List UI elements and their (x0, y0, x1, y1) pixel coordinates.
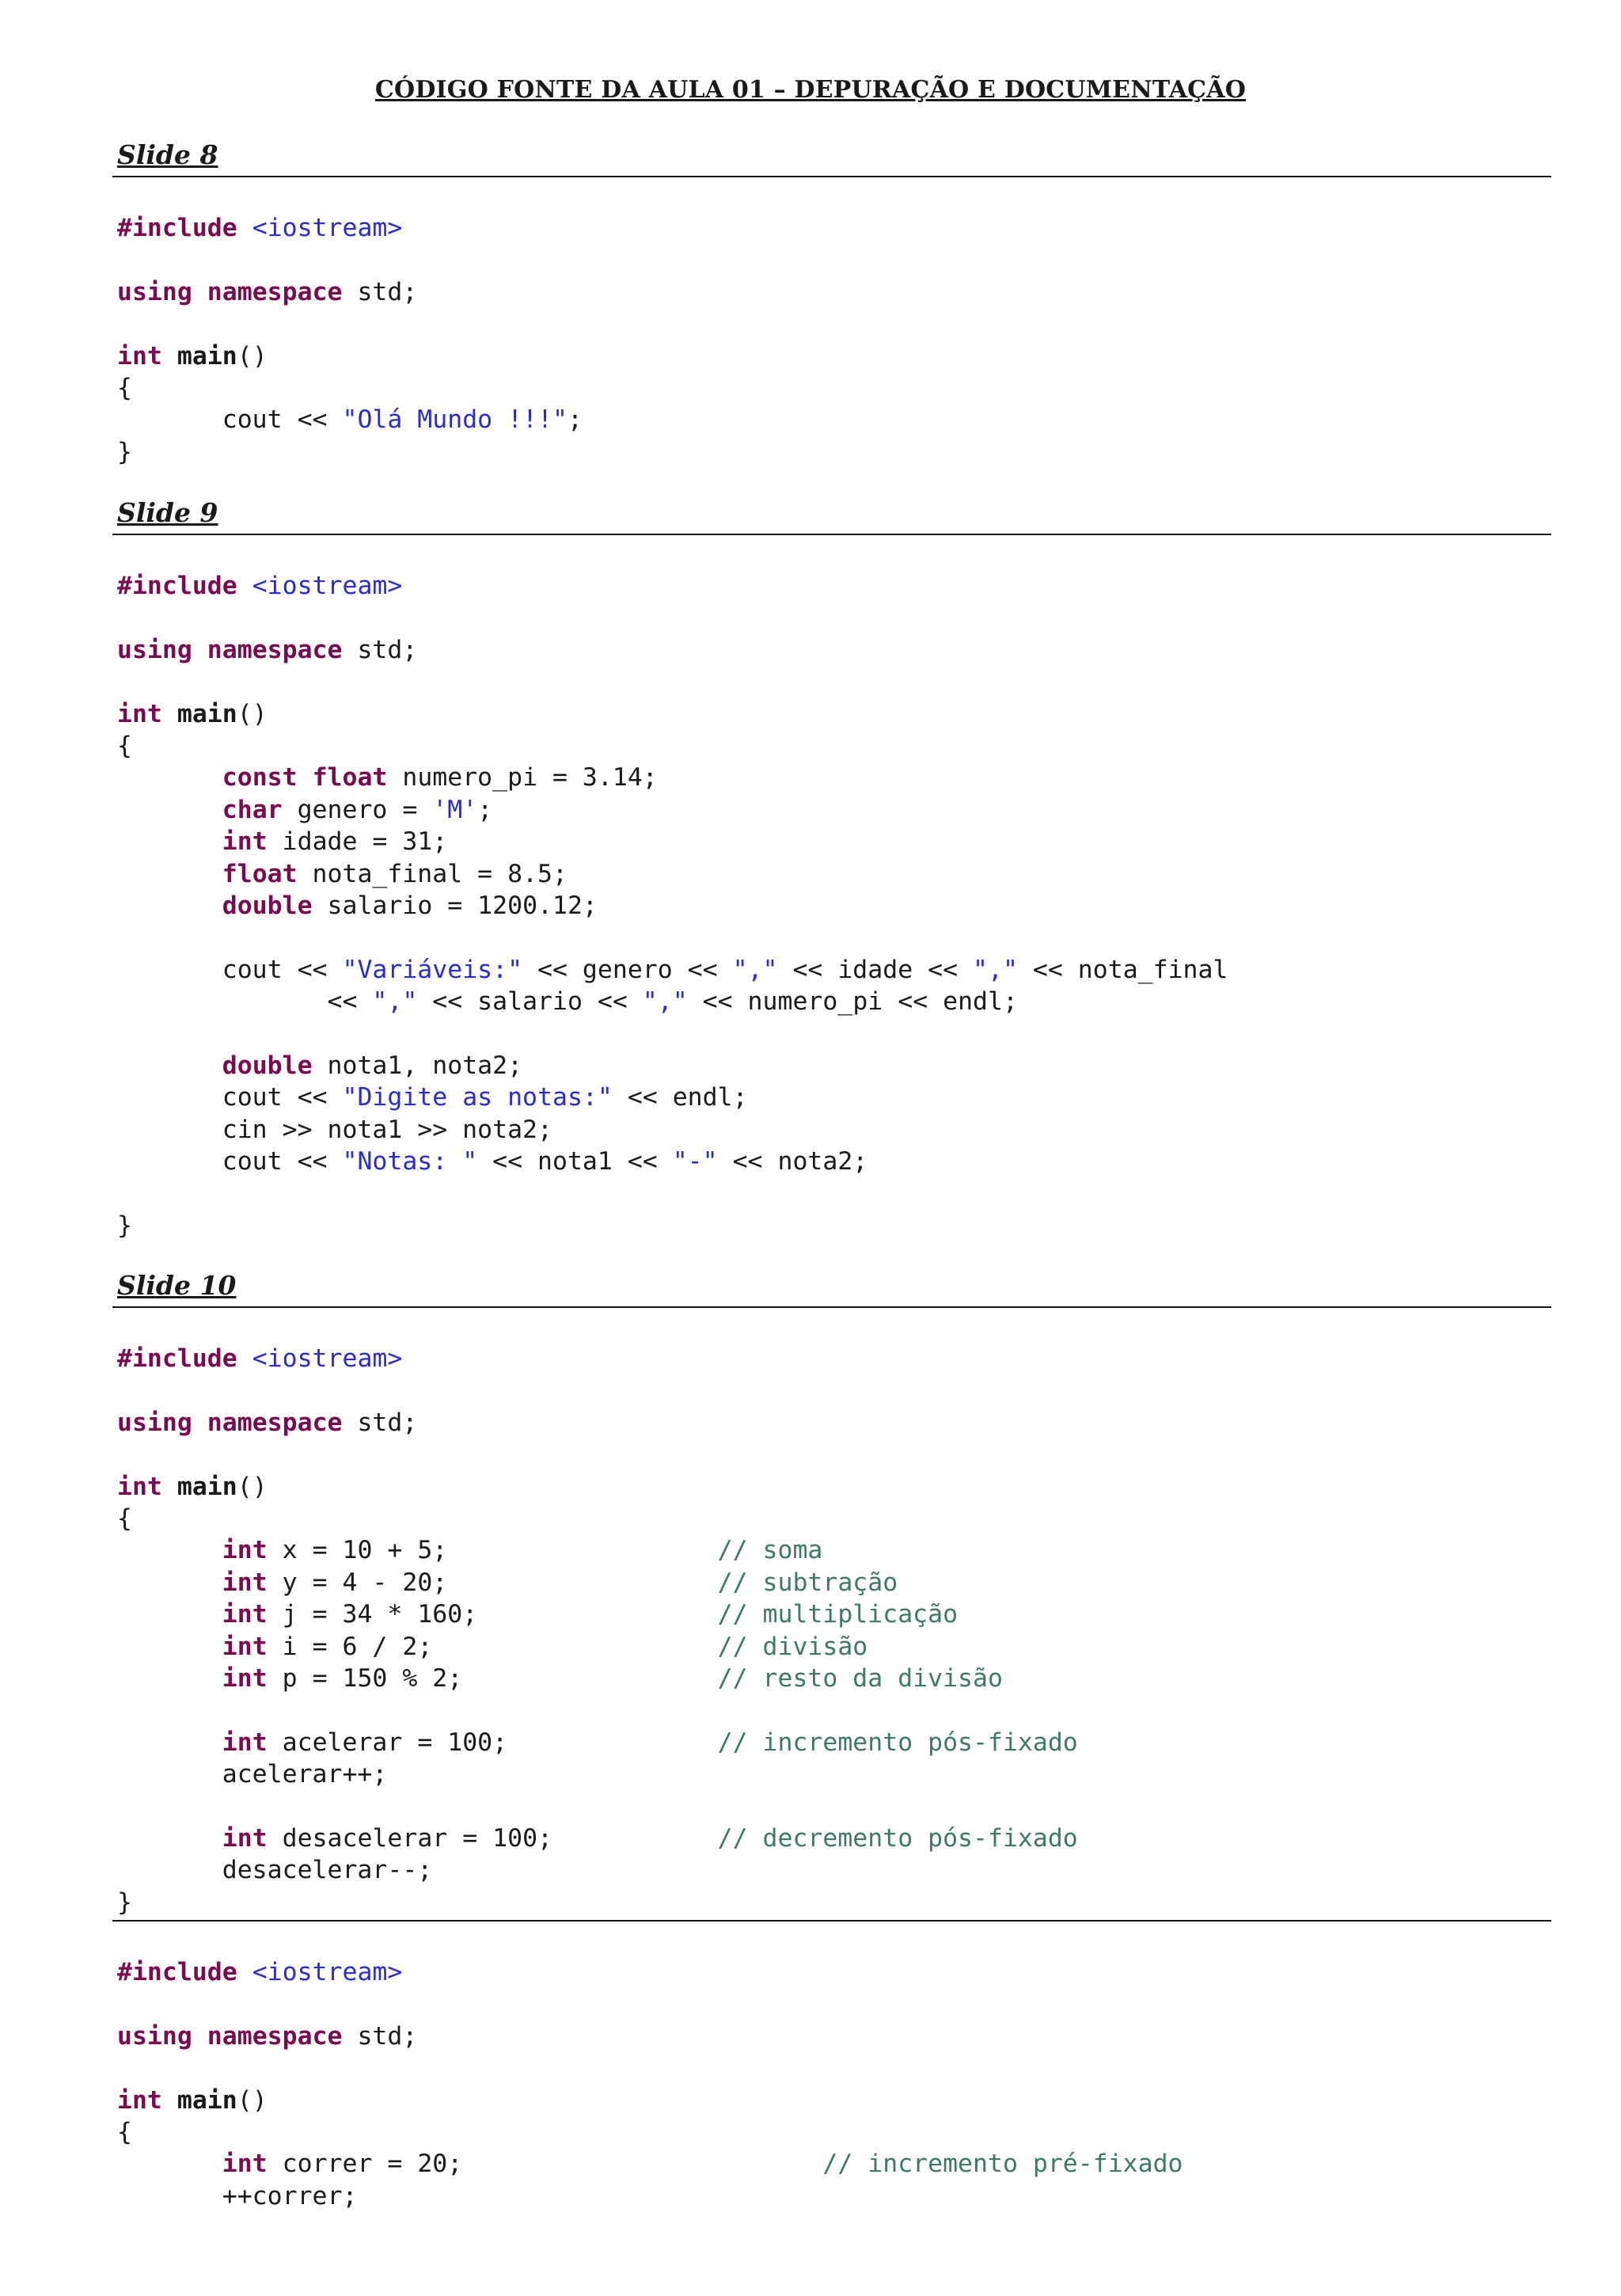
code-keyword: int (117, 341, 162, 371)
code-line (117, 2020, 1183, 2052)
code-text: << (117, 987, 373, 1017)
code-text: ; (477, 795, 493, 824)
code-line (117, 1114, 1228, 1146)
code-text (117, 860, 222, 888)
code-line (117, 2180, 1183, 2212)
code-text (117, 827, 222, 856)
code-string: <iostream> (252, 1958, 403, 1986)
code-text (162, 2086, 177, 2115)
code-keyword: namespace (207, 1408, 343, 1437)
code-line (117, 1790, 1078, 1822)
code-text: acelerar = 100; (267, 1728, 718, 1757)
code-text (117, 1664, 222, 1693)
code-text: () (237, 699, 268, 728)
code-string: "," (732, 955, 778, 984)
code-line (117, 340, 583, 372)
code-text: cout << (117, 1147, 343, 1177)
code-text: } (117, 1887, 132, 1917)
code-text: cout << (117, 955, 343, 984)
code-line (117, 1534, 1078, 1566)
code-text: main (177, 2085, 237, 2115)
code-text: { (117, 731, 132, 760)
code-string: <iostream> (252, 1344, 403, 1373)
code-text (117, 1600, 222, 1629)
code-line (117, 1210, 1228, 1241)
code-keyword: using (117, 1408, 192, 1437)
code-text: cout << (117, 1083, 343, 1112)
code-text: << idade << (777, 955, 974, 984)
code-text: () (237, 341, 268, 371)
code-line (117, 276, 583, 308)
slide-8-code (117, 212, 583, 468)
code-comment: // decremento pós-fixado (717, 1823, 1078, 1853)
code-text: correr = 20; (267, 2150, 823, 2179)
code-comment: // resto da divisão (717, 1663, 1003, 1693)
code-string: "Digite as notas:" (342, 1083, 613, 1112)
code-text: idade = 31; (267, 827, 448, 857)
code-line (117, 1823, 1078, 1854)
code-line (117, 1631, 1078, 1663)
code-keyword: int (117, 2085, 162, 2115)
code-line (117, 698, 1228, 730)
code-text (117, 2150, 222, 2178)
code-text: main (177, 341, 237, 371)
code-line (117, 762, 1228, 793)
code-line (117, 2116, 1183, 2148)
code-text (162, 1473, 177, 1501)
code-text: std; (342, 635, 418, 664)
code-line (117, 244, 583, 276)
code-keyword: const (222, 763, 298, 793)
code-string: "," (973, 955, 1018, 984)
code-text (117, 891, 222, 920)
code-text: desacelerar = 100; (267, 1823, 718, 1853)
code-text (162, 700, 177, 728)
code-text (192, 636, 207, 664)
code-string: "-" (672, 1147, 718, 1177)
code-comment: // multiplicação (717, 1600, 959, 1629)
code-line (117, 2148, 1183, 2180)
code-text: << endl; (612, 1083, 748, 1112)
code-line (117, 922, 1228, 953)
code-string: "Olá Mundo !!!" (342, 405, 568, 435)
slide-9-code (117, 570, 1228, 1241)
code-line (117, 1343, 1078, 1374)
code-text (117, 1633, 222, 1661)
code-keyword: using (117, 277, 192, 306)
code-text (298, 763, 313, 792)
code-line (117, 404, 583, 435)
code-keyword: int (222, 1600, 268, 1629)
slide-8-label: Slide 8 (117, 139, 218, 170)
code-line (117, 1050, 1228, 1081)
code-string: <iostream> (252, 214, 403, 242)
code-line (117, 1694, 1078, 1726)
code-keyword: int (117, 699, 162, 728)
code-line (117, 1567, 1078, 1598)
code-line (117, 1439, 1078, 1470)
code-text: } (117, 1211, 132, 1240)
code-line (117, 1598, 1078, 1630)
code-text: << nota_final (1017, 955, 1228, 984)
code-text: j = 34 * 160; (267, 1600, 718, 1629)
code-keyword: namespace (207, 2021, 343, 2051)
code-text: nota_final = 8.5; (297, 859, 568, 888)
code-text: { (117, 1503, 132, 1533)
code-line (117, 986, 1228, 1017)
code-string: "Variáveis:" (342, 955, 523, 984)
code-line (117, 2085, 1183, 2116)
code-keyword: int (222, 1632, 268, 1661)
code-keyword: int (222, 1823, 268, 1853)
code-line (117, 666, 1228, 698)
continuation-code (117, 1956, 1183, 2212)
code-keyword: float (222, 859, 298, 888)
code-text: x = 10 + 5; (267, 1536, 718, 1565)
code-text: << salario << (417, 987, 643, 1017)
code-line (117, 602, 1228, 633)
code-line (117, 1374, 1078, 1406)
code-string: "," (642, 987, 688, 1017)
code-text (117, 1536, 222, 1564)
code-keyword: int (222, 1536, 268, 1565)
code-line (117, 212, 583, 244)
code-text: () (237, 1472, 268, 1501)
code-text: ; (567, 405, 583, 435)
code-line (117, 570, 1228, 602)
code-text: cout << (117, 405, 343, 435)
code-text: main (177, 1472, 237, 1501)
code-comment: // soma (717, 1536, 823, 1565)
slide-10-rule (112, 1306, 1551, 1308)
code-keyword: #include (117, 214, 252, 242)
code-line (117, 1081, 1228, 1113)
code-line (117, 1503, 1078, 1534)
code-line (117, 1471, 1078, 1503)
code-line (117, 372, 583, 404)
page-title: CÓDIGO FONTE DA AULA 01 – DEPURAÇÃO E DOCUMENTAÇÃO (374, 76, 1247, 104)
code-keyword: #include (117, 1344, 252, 1373)
code-keyword: int (222, 827, 268, 857)
code-comment: // incremento pós-fixado (717, 1728, 1078, 1757)
code-text (117, 763, 222, 792)
code-text: cin >> nota1 >> nota2; (117, 1115, 552, 1144)
code-text (192, 278, 207, 306)
code-text (117, 1568, 222, 1597)
code-line (117, 858, 1228, 890)
code-text (192, 1408, 207, 1437)
code-text: numero_pi = 3.14; (387, 763, 658, 793)
code-text: << nota1 << (477, 1147, 673, 1177)
code-text (162, 342, 177, 371)
code-text: } (117, 437, 132, 466)
code-line (117, 1407, 1078, 1439)
code-line (117, 1988, 1183, 2020)
code-keyword: int (222, 1728, 268, 1757)
code-keyword: namespace (207, 277, 343, 306)
code-line (117, 2052, 1183, 2084)
code-text (117, 796, 222, 824)
code-text: << nota2; (717, 1147, 868, 1177)
code-text: { (117, 373, 132, 402)
code-line (117, 890, 1228, 922)
code-text: ++correr; (117, 2181, 358, 2210)
code-keyword: int (222, 2150, 268, 2179)
code-text: y = 4 - 20; (267, 1568, 718, 1597)
code-text: i = 6 / 2; (267, 1632, 718, 1661)
code-keyword: #include (117, 572, 252, 600)
code-keyword: double (222, 891, 313, 920)
section-divider-rule (112, 1920, 1551, 1922)
code-text: std; (342, 2021, 418, 2051)
code-line (117, 794, 1228, 826)
code-keyword: using (117, 635, 192, 664)
slide-8-rule (112, 176, 1551, 177)
code-line (117, 730, 1228, 762)
code-line (117, 1146, 1228, 1177)
code-line (117, 1177, 1228, 1209)
code-text: genero = (282, 795, 433, 824)
code-string: <iostream> (252, 572, 403, 600)
code-line (117, 1663, 1078, 1694)
code-keyword: namespace (207, 635, 343, 664)
code-line (117, 634, 1228, 666)
code-comment: // subtração (717, 1568, 898, 1597)
slide-10-label: Slide 10 (117, 1270, 237, 1301)
code-comment: // incremento pré-fixado (822, 2150, 1183, 2179)
slide-9-rule (112, 534, 1551, 535)
slide-10-code (117, 1343, 1078, 1918)
code-line (117, 1727, 1078, 1758)
code-line (117, 826, 1228, 857)
code-text (192, 2022, 207, 2051)
code-text: std; (342, 277, 418, 306)
code-keyword: #include (117, 1958, 252, 1986)
code-keyword: int (222, 1568, 268, 1597)
code-text: p = 150 % 2; (267, 1663, 718, 1693)
code-keyword: char (222, 795, 283, 824)
code-string: "Notas: " (342, 1147, 478, 1177)
code-text (117, 1728, 222, 1757)
code-keyword: float (312, 763, 388, 793)
code-keyword: int (117, 1472, 162, 1501)
slide-9-label: Slide 9 (117, 497, 218, 528)
code-string: 'M' (432, 795, 478, 824)
code-string: "," (372, 987, 418, 1017)
code-line (117, 308, 583, 340)
code-text (117, 1051, 222, 1080)
code-keyword: using (117, 2021, 192, 2051)
code-line (117, 1956, 1183, 1988)
code-text (117, 1824, 222, 1853)
code-text: { (117, 2117, 132, 2146)
code-line (117, 954, 1228, 986)
code-keyword: int (222, 1663, 268, 1693)
code-line (117, 1017, 1228, 1049)
code-text: desacelerar--; (117, 1856, 433, 1885)
code-text: salario = 1200.12; (312, 891, 598, 920)
code-text: nota1, nota2; (312, 1051, 523, 1080)
code-line (117, 1887, 1078, 1918)
code-text: main (177, 699, 237, 728)
code-line (117, 436, 583, 468)
code-comment: // divisão (717, 1632, 868, 1661)
code-line (117, 1758, 1078, 1790)
code-line (117, 1854, 1078, 1886)
code-text: acelerar++; (117, 1760, 388, 1789)
code-text: << numero_pi << endl; (687, 987, 1018, 1017)
code-keyword: double (222, 1051, 313, 1080)
code-text: std; (342, 1408, 418, 1437)
code-text: << genero << (522, 955, 733, 984)
code-text: () (237, 2085, 268, 2115)
